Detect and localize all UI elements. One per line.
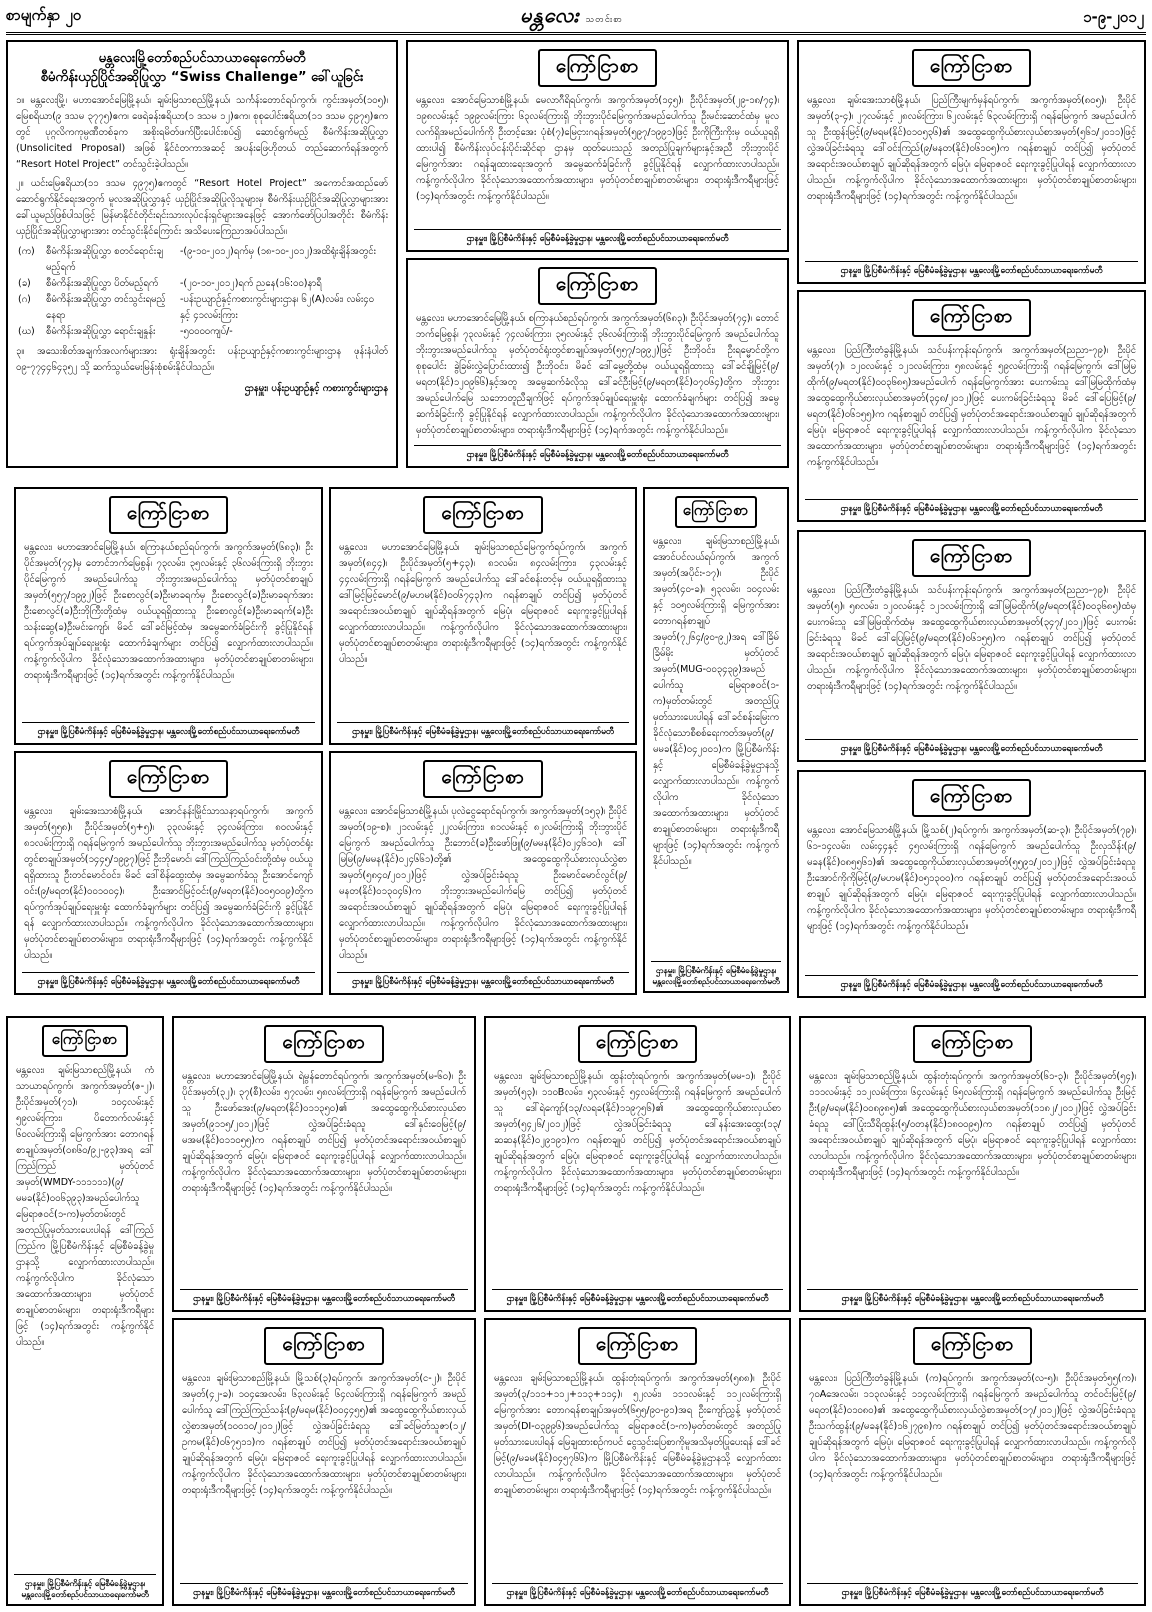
notice-footer: ဌာနမှူး၊ မြို့ပြစီမံကိန်းနှင့် မြေစီမံခန့်ခွဲမှုဌာန၊ မန္တလေးမြို့တော်စည်ပင်သာယာရေးကော်မတီ bbox=[805, 739, 1138, 756]
schedule-item: စီမံကိန်းအဆိုပြုလွှာ တင်သွင်းရမည့်နေရာ bbox=[46, 294, 166, 321]
notice-title: ကြော်ငြာစာ bbox=[912, 779, 1031, 817]
notice-title: ကြော်ငြာစာ bbox=[264, 1025, 383, 1063]
notice-text: မန္တလေး၊ အောင်မြေသာစံမြို့နယ်၊ မြို့သစ်(၂)ရပ်ကွက်၊ အကွက်အမှတ်(ဆ-၃)၊ ဦးပိုင်အမှတ်(၇၉)၊ ၆၁-၁၄လမ်း၊ လမ်း၄၄နှင့် ၄၅လမ်းကြားရှိ ဂရန်မြေကွက် အမည်ပေါက်သူ ဦးလှသိန်း(၉/မခန(နိုင်)၀၈၅၅၆၁)၏ အထွေထွေကိုယ်စားလှယ်စာအမှတ်(၅၅၉၁/၂၀၁၂)ဖြင့် လွှဲအပ်ခြင်းခံရသူ ဦးအောင်ကိုကိုမြင့်(၉/မဟမ(နိုင်)၀၅၁၃၀၀)က ဂရန်စာချုပ် တင်ပြ၍ မှတ်ပုံတင်အရောင်းအဝယ်စာချုပ် ချုပ်ဆိုရန်အတွက် မြေပုံ၊ မြေရာဇဝင် ရေးကူးခွင့်ပြုပါရန် လျှောက်ထားလာပါသည်။ ကန့်ကွက်လိုပါက ခိုင်လုံသောအထောက်အထားများ၊ မှတ်ပုံတင်စာချုပ်စာတမ်းများ၊ တရားရုံးဒီကရီများဖြင့် (၁၄)ရက်အတွင်း ကန့်ကွက်နိုင်ပါသည်။ bbox=[807, 825, 1136, 932]
notice-title: ကြော်ငြာစာ bbox=[423, 496, 542, 534]
notice-footer: ဌာနမှူး၊ မြို့ပြစီမံကိန်းနှင့် မြေစီမံခန့်ခွဲမှုဌာန၊ မန္တလေးမြို့တော်စည်ပင်သာယာရေးကော်မတီ bbox=[337, 722, 629, 739]
masthead-subtitle: သတင်းစာ bbox=[585, 15, 623, 25]
tender-heading bbox=[16, 49, 388, 87]
schedule-row bbox=[16, 324, 388, 340]
notice-text: မန္တလေး၊ မဟာအောင်မြေမြို့နယ်၊ ချမ်းမြသာစည်မြေကွက်ရပ်ကွက်၊ အကွက်အမှတ်(၈၄၄)၊ ဦးပိုင်အမှတ်(၅+၄၃)၊ ၈၁လမ်း၊ ၈၄လမ်းကြား၊ ၄၃လမ်းနှင့် ၄၄လမ်းကြားရှိ ဂရန်မြေကွက် အမည်ပေါက်သူ ဒေါ်ခင်စန်းတင့်မှ ဝယ်ယူရရှိထားသူ ဒေါ်မြင့်မြင့်မောင်(၉/မဟမ(နိုင်)၀၀၆၇၄၃)က ဂရန်စာချုပ် တင်ပြ၍ မှတ်ပုံတင်အရောင်းအဝယ်စာချုပ် ချုပ်ဆိုရန်အတွက် မြေပုံ၊ မြေရာဇဝင် ရေးကူးခွင့်ပြုပါရန် လျှောက်ထားလာပါသည်။ ကန့်ကွက်လိုပါက ခိုင်လုံသောအထောက်အထားများ၊ မှတ်ပုံတင်စာချုပ်စာတမ်းများ၊ တရားရုံးဒီကရီများဖြင့် (၁၄)ရက်အတွင်း ကန့်ကွက်နိုင်ပါသည်။ bbox=[339, 542, 627, 665]
notice-text: မန္တလေး၊ ချမ်းမြသာစည်မြို့နယ်၊ ထွန်းတုံးရပ်ကွက်၊ အကွက်အမှတ်(မမ-၁)၊ ဦးပိုင်အမှတ်(၅၃)၊ ၁၁၀Bလမ်း၊ ၅၃လမ်းနှင့် ၅၄လမ်းကြားရှိ ဂရန်မြေကွက် အမည်ပေါက်သူ ဒေါ်ရဲကျော်(၁၃/လရခ(နိုင်)၁၁၉၇၅၆)၏ အထွေထွေကိုယ်စားလှယ်စာအမှတ်(၅၄၂၆/၂၀၁၂)ဖြင့် လွှဲအပ်ခြင်းခံရသူ ဒေါ်နန်းအေးထွေး(၁၃/ဆဆန(နိုင်)၀၂၉၁၉၁)က ဂရန်စာချုပ် တင်ပြ၍ မှတ်ပုံတင်အရောင်းအဝယ်စာချုပ် ချုပ်ဆိုရန်အတွက် မြေပုံ၊ မြေရာဇဝင် ရေးကူးခွင့်ပြုပါရန် လျှောက်ထားလာပါသည်။ ကန့်ကွက်လိုပါက ခိုင်လုံသောအထောက်အထားများ၊ မှတ်ပုံတင်စာချုပ်စာတမ်းများ၊ တရားရုံးဒီကရီများဖြင့် (၁၄)ရက်အတွင်း ကန့်ကွက်နိုင်ပါသည်။ bbox=[494, 1071, 781, 1194]
notice-title: ကြော်ငြာစာ bbox=[913, 1025, 1032, 1063]
notice-footer: ဌာနမှူး၊ မြို့ပြစီမံကိန်းနှင့် မြေစီမံခန့်ခွဲမှုဌာန၊ မန္တလေးမြို့တော်စည်ပင်သာယာရေးကော်မတီ bbox=[14, 1574, 156, 1600]
notice-text: မန္တလေး၊ ချမ်းအေးသာစံမြို့နယ်၊ အောင်နန်းမြိုင်သာသနာ့ရပ်ကွက်၊ အကွက်အမှတ်(၅၅၈)၊ ဦးပိုင်အမှတ်(၅+၅)၊ ၃၃လမ်းနှင့် ၃၄လမ်းကြား၊ ၈၀လမ်းနှင့် ၈၁လမ်းကြားရှိ ဂရန်မြေကွက် အမည်ပေါက်သူ ဘိုးဘွားအမည်ပေါက်သူ မှတ်ပုံတင်ရုံးတွင်စာချုပ်အမှတ်(၁၄၄၅/၁၉၉၇)ဖြင့် ဦးဘိုမောင်၊ ဒေါ်ကြည်ကြည်ဝင်းတို့ထံမှ ဝယ်ယူရရှိထားသူ ဦးတင်မောင်ဝင်း၊ မိခင် ဒေါ်စိန်ထွေးထံမှ အမွေဆက်ခံသူ ဦးအောင်ကျော်ဝင်း(၉/မရတ(နိုင်)၀၀၁၀၀၄)၊ ဦးအောင်မြင့်ဝင်း(၉/မရတ(နိုင်)၀၀၅၀၀၉)တို့က ရပ်ကွက်အုပ်ချုပ်ရေးမှူးရုံး ထောက်ခံချက်များ တင်ပြ၍ အမွေဆက်ခံခြင်းကို ခွင့်ပြုနိုင်ရန် လျှောက်ထားလာပါသည်။ ကန့်ကွက်လိုပါက ခိုင်လုံသောအထောက်အထားများ၊ မှတ်ပုံတင်စာချုပ်စာတမ်းများ၊ တရားရုံးဒီကရီများဖြင့် (၁၄)ရက်အတွင်း ကန့်ကွက်နိုင်ပါသည်။ bbox=[24, 806, 313, 961]
notice-box bbox=[797, 770, 1146, 998]
notice-box bbox=[797, 530, 1146, 762]
tender-para2: ၂။ ယင်းမြေဧရိယာ(၁၁ ဒသမ ၄၉၇၅)ဧကတွင် “Resort Hotel Project” အကောင်အထည်ဖော်ဆောင်ရွက်နိုင်ရေးအတွက် မူလအဆိုပြုလွှာနှင့် ယှဉ်ပြိုင်အဆိုပြုလိုသူများမှ စီမံကိန်းယှဉ်ပြိုင်အဆိုပြုလွှာများအား ခေါ်ယူမည်ဖြစ်ပါသဖြင့် မြန်မာနိုင်ငံတိုင်းရင်းသားလုပ်ငန်းရှင်များအနေဖြင့် အောက်ဖော်ပြပါအတိုင်း စီမံကိန်းယှဉ်ပြိုင်အဆိုပြုလွှာများအား တင်သွင်းနိုင်ကြောင်း အသိပေးကြေညာအပ်ပါသည်။ bbox=[16, 178, 388, 237]
tender-heading-line1: မန္တလေးမြို့တော်စည်ပင်သာယာရေးကော်မတီ bbox=[98, 51, 306, 66]
notice-text: မန္တလေး၊ ချမ်းမြသာစည်မြို့နယ်၊ အောင်ပင်လယ်ရပ်ကွက်၊ အကွက်အမှတ်(အပိုင်း-၁၇)၊ ဦးပိုင်အမှတ်(၄၀-ခ)၊ ၅၃လမ်း၊ ၁၀၄လမ်းနှင့် ၁၀၅လမ်းကြားရှိ မြေကွက်အား တောဂရန်စာချုပ်အမှတ်(၇၂၆၄/၉၀-၉၂)အရ ဒေါ်ခြိမ်ခြိမ်မိုး မှတ်ပုံတင်အမှတ်(MUG-၀၀၃၄၃၉)အမည်ပေါက်သူ မြေရာဇဝင်(၁-က)မှတ်တမ်းတွင် အတည်ပြုမှတ်သားပေးပါရန် ဒေါ်ခင်စန်းမြေးက ခိုင်လုံသောစီစစ်ရေးကတ်အမှတ်(၉/မမခ(နိုင်)၀၄၂၀၀၁)က မြို့ပြစီမံကိန်းနှင့် မြေစီမံခန့်ခွဲမှုဌာနသို့ လျှောက်ထားလာပါသည်။ ကန့်ကွက်လိုပါက ခိုင်လုံသောအထောက်အထားများ၊ မှတ်ပုံတင်စာချုပ်စာတမ်းများ၊ တရားရုံးဒီကရီများဖြင့် (၁၄)ရက်အတွင်း ကန့်ကွက်နိုင်ပါသည်။ bbox=[653, 536, 779, 867]
notice-footer: ဌာနမှူး၊ မြို့ပြစီမံကိန်းနှင့် မြေစီမံခန့်ခွဲမှုဌာန၊ မန္တလေးမြို့တော်စည်ပင်သာယာရေးကော်မတီ bbox=[337, 972, 629, 989]
notice-footer: ဌာနမှူး၊ မြို့ပြစီမံကိန်းနှင့် မြေစီမံခန့်ခွဲမှုဌာန၊ မန္တလေးမြို့တော်စည်ပင်သာယာရေးကော်မတီ bbox=[805, 261, 1138, 278]
notice-text: မန္တလေး၊ ပြည်ကြီးတံခွန်မြို့နယ်၊ သင်ပန်းကုန်းရပ်ကွက်၊ အကွက်အမှတ်(ညညာ-၇၉)၊ ဦးပိုင်အမှတ်(၅)၊ ၅၈လမ်း၊ ၁၂၀လမ်းနှင့် ၁၂၁လမ်းကြားရှိ ဒေါ်မြမြထိုက်(၉/မရတ(နိုင်)၀၀၃၆၈၅)ထံမှ ပေးကမ်းသူ ဒေါ်မြမြထိုက်ထံမှ အထွေထွေကိုယ်စားလှယ်စာအမှတ်(၃၄၇/၂၀၁၂)ဖြင့် ပေးကမ်းခြင်းခံရသူ မိခင် ဒေါ်ပြေမြင့်(၉/မရတ(နိုင်)၀၆၁၅၅)က ဂရန်စာချုပ် တင်ပြ၍ မှတ်ပုံတင်အရောင်းအဝယ်စာချုပ် ချုပ်ဆိုရန်အတွက် မြေပုံ၊ မြေရာဇဝင် ရေးကူးခွင့်ပြုပါရန် လျှောက်ထားလာပါသည်။ ကန့်ကွက်လိုပါက ခိုင်လုံသောအထောက်အထားများ၊ မှတ်ပုံတင်စာချုပ်စာတမ်းများ၊ တရားရုံးဒီကရီများဖြင့် (၁၄)ရက်အတွင်း ကန့်ကွက်နိုင်ပါသည်။ bbox=[807, 585, 1136, 692]
schedule-letter: (ခ) bbox=[18, 278, 31, 289]
notice-title: ကြော်ငြာစာ bbox=[578, 1025, 697, 1063]
notice-title: ကြော်ငြာစာ bbox=[913, 1327, 1032, 1365]
notice-title: ကြော်ငြာစာ bbox=[109, 760, 228, 798]
issue-date: ၁-၉-၂၀၁၂ bbox=[1083, 8, 1144, 26]
notice-footer: ဌာနမှူး၊ မြို့ပြစီမံကိန်းနှင့် မြေစီမံခန့်ခွဲမှုဌာန၊ မန္တလေးမြို့တော်စည်ပင်သာယာရေးကော်မတီ bbox=[180, 1289, 468, 1306]
notice-footer: ဌာနမှူး၊ မြို့ပြစီမံကိန်းနှင့် မြေစီမံခန့်ခွဲမှုဌာန၊ မန္တလေးမြို့တော်စည်ပင်သာယာရေးကော်မတီ bbox=[805, 499, 1138, 516]
notice-text: မန္တလေး၊ ချမ်းမြသာစည်မြို့နယ်၊ ကံသာယာရပ်ကွက်၊ အကွက်အမှတ်(ဇ-၂)၊ ဦးပိုင်အမှတ်(၇၁)၊ ၁၀၄လမ်းနှင့် ၅၉လမ်းကြား၊ ပိတောက်လမ်းနှင့် ၆၀လမ်းကြားရှိ မြေကွက်အား တောဂရန်စာချုပ်အမှတ်(၀၈၆၀/၉၂-၉၃)အရ ဒေါ်ကြည်ကြည် မှတ်ပုံတင်အမှတ်(WMDY-၁၁၁၁၁၁)(၉/မမခ(နိုင်)၀၀၆၃၉၃)အမည်ပေါက်သူ မြေရာဇဝင်(၁-က)မှတ်တမ်းတွင် အတည်ပြုမှတ်သားပေးပါရန် ဒေါ်ကြည်ကြည်က မြို့ပြစီမံကိန်းနှင့် မြေစီမံခန့်ခွဲမှုဌာနသို့ လျှောက်ထားလာပါသည်။ ကန့်ကွက်လိုပါက ခိုင်လုံသောအထောက်အထားများ၊ မှတ်ပုံတင်စာချုပ်စာတမ်းများ၊ တရားရုံးဒီကရီများဖြင့် (၁၄)ရက်အတွင်း ကန့်ကွက်နိုင်ပါသည်။ bbox=[16, 1065, 154, 1348]
notice-box bbox=[14, 487, 323, 745]
notice-box bbox=[799, 1318, 1146, 1606]
notice-box bbox=[172, 1318, 476, 1606]
masthead bbox=[520, 2, 623, 32]
tender-notice bbox=[6, 40, 398, 468]
notice-box bbox=[329, 751, 637, 995]
notice-box bbox=[484, 1016, 791, 1312]
notice-footer: ဌာနမှူး၊ မြို့ပြစီမံကိန်းနှင့် မြေစီမံခန့်ခွဲမှုဌာန၊ မန္တလေးမြို့တော်စည်ပင်သာယာရေးကော်မတီ bbox=[22, 972, 315, 989]
notice-text: မန္တလေး၊ ချမ်းမြသာစည်မြို့နယ်၊ ထွန်းတုံးရပ်ကွက်၊ အကွက်အမှတ်(၅၈၈)၊ ဦးပိုင်အမှတ်(၃/၁၁၁+၁၁၂+၁၁၃+၁၁၄)၊ ၅၂လမ်း၊ ၁၁၁လမ်းနှင့် ၁၁၂လမ်းကြားရှိ မြေကွက်အား တောဂရန်စာချုပ်အမှတ်(၆၅၅/၉၀-၉၁)အရ ဦးကျော်ညွှန့် မှတ်ပုံတင်အမှတ်(DI-၀၃၉၉၆)အမည်ပေါက်သူ မြေရာဇဝင်(၁-က)မှတ်တမ်းတွင် အတည်ပြုမှတ်သားပေးပါရန် မြေချထားစဉ်ကပင် ငွေသွင်းပြေစာကိုမူအသိမှတ်ပြုပေးရန် ဒေါ်ခင်မြင့်(၉/မခမ(နိုင်)၀၄၅၇၆၆)က မြို့ပြစီမံကိန်းနှင့် မြေစီမံခန့်ခွဲမှုဌာနသို့ လျှောက်ထားလာပါသည်။ ကန့်ကွက်လိုပါက ခိုင်လုံသောအထောက်အထားများ၊ မှတ်ပုံတင်စာချုပ်စာတမ်းများ၊ တရားရုံးဒီကရီများဖြင့် (၁၄)ရက်အတွင်း ကန့်ကွက်နိုင်ပါသည်။ bbox=[494, 1373, 781, 1496]
notice-box bbox=[172, 1016, 476, 1312]
schedule-item: စီမံကိန်းအဆိုပြုလွှာ စတင်ရောင်းချမည့်ရက် bbox=[46, 246, 164, 273]
notice-title: ကြော်ငြာစာ bbox=[423, 760, 542, 798]
notice-box bbox=[799, 1016, 1146, 1312]
tender-signature: ဌာနမှူး၊ ပန်းဥယျာဉ်နှင့် ကစားကွင်းများဌာန bbox=[244, 383, 388, 394]
tender-para3: ၃။ အသေးစိတ်အချက်အလက်များအား ရုံးချိန်အတွင်း ပန်းဥယျာဉ်နှင့်ကစားကွင်းများဌာန ဖုန်းနံပါတ် ၀၉-၇၇၄၄၆၄၃၅၂ သို့ ဆက်သွယ်မေးမြန်းစုံစမ်းနိုင်ပါသည်။ bbox=[16, 346, 388, 373]
notice-title: ကြော်ငြာစာ bbox=[109, 496, 228, 534]
schedule-item: စီမံကိန်းအဆိုပြုလွှာ ပိတ်မည့်ရက် bbox=[46, 278, 159, 289]
notice-title: ကြော်ငြာစာ bbox=[675, 496, 757, 528]
notice-box bbox=[6, 1016, 164, 1606]
masthead-title: မန္တလေး bbox=[520, 3, 580, 27]
notice-text: မန္တလေး၊ ပြည်ကြီးတံခွန်မြို့နယ်၊ (က)ရပ်ကွက်၊ အကွက်အမှတ်(လ-၅)၊ ဦးပိုင်အမှတ်၅၅(က)၊ ၇၀Aအေလမ်း၊ ၁၁၃လမ်းနှင့် ၁၁၄လမ်းကြားရှိ ဂရန်မြေကွက် အမည်ပေါက်သူ တင်ဝင်းမြင့်(၉/မရတ(နိုင်)၀၁၀၈၀)၏ အထွေထွေကိုယ်စားလှယ်လွှဲစာအမှတ်(၁၇/၂၀၁၂)ဖြင့် လွှဲအပ်ခြင်းခံရသူ ဦးသက်ထွန်း(၉/မခန(နိုင်)၁၆၂၇၉၈)က ဂရန်စာချုပ် တင်ပြ၍ မှတ်ပုံတင်အရောင်းအဝယ်စာချုပ် ချုပ်ဆိုရန်အတွက် မြေပုံ၊ မြေရာဇဝင် ရေးကူးခွင့်ပြုပါရန် လျှောက်ထားလာပါသည်။ ကန့်ကွက်လိုပါက ခိုင်လုံသောအထောက်အထားများ၊ မှတ်ပုံတင်စာချုပ်စာတမ်းများ၊ တရားရုံးဒီကရီများဖြင့် (၁၄)ရက်အတွင်း ကန့်ကွက်နိုင်ပါသည်။ bbox=[809, 1373, 1136, 1480]
notice-footer: ဌာနမှူး၊ မြို့ပြစီမံကိန်းနှင့် မြေစီမံခန့်ခွဲမှုဌာန၊ မန္တလေးမြို့တော်စည်ပင်သာယာရေးကော်မတီ bbox=[807, 1583, 1138, 1600]
notice-box bbox=[797, 40, 1146, 284]
notice-title: ကြော်ငြာစာ bbox=[264, 1327, 383, 1365]
notice-text: မန္တလေး၊ ချမ်းမြသာစည်မြို့နယ်၊ ထွန်းတုံးရပ်ကွက်၊ အကွက်အမှတ်(၆၁-၃)၊ ဦးပိုင်အမှတ်(၅၄)၊ ၁၁၁လမ်းနှင့် ၁၁၂လမ်းကြား၊ ၆၄လမ်းနှင့် ၆၅လမ်းကြားရှိ ဂရန်မြေကွက် အမည်ပေါက်သူ ဦးမြင့်ဦး(၉/မရမ(နိုင်)၀၀၈၉၈၅)၏ အထွေထွေကိုယ်စားလှယ်စာအမှတ်(၁၁၈၂/၂၀၁၂)ဖြင့် လွှဲအပ်ခြင်းခံရသူ ဒေါ်ပြုံးသီရိထွန်း(၅/ဝတန(နိုင်)၁၈၀၀၉၅)က ဂရန်စာချုပ် တင်ပြ၍ မှတ်ပုံတင်အရောင်းအဝယ်စာချုပ် ချုပ်ဆိုရန်အတွက် မြေပုံ၊ မြေရာဇဝင် ရေးကူးခွင့်ပြုပါရန် လျှောက်ထားလာပါသည်။ ကန့်ကွက်လိုပါက ခိုင်လုံသောအထောက်အထားများ၊ မှတ်ပုံတင်စာချုပ်စာတမ်းများ၊ တရားရုံးဒီကရီများဖြင့် (၁၄)ရက်အတွင်း ကန့်ကွက်နိုင်ပါသည်။ bbox=[809, 1071, 1136, 1178]
notice-title: ကြော်ငြာစာ bbox=[42, 1025, 128, 1057]
notice-text: မန္တလေး၊ မဟာအောင်မြေမြို့နယ်၊ စကြာနယ်စည်ရပ်ကွက်၊ အကွက်အမှတ်(၆၈၃)၊ ဦးပိုင်အမှတ်(၇၄)မှ တောင်ဘက်မြေစွန်၊ ၇၃လမ်း၊ ၃၅လမ်းနှင့် ၃၆လမ်းကြားရှိ ဘိုးဘွားပိုင်မြေကွက် အမည်ပေါက်သူ ဘိုးဘွားအမည်ပေါက်သူ မှတ်ပုံတင်စာချုပ်အမှတ်(၅၅၇/၁၉၉၂)ဖြင့် ဦးစောလွင်(ခ)ဦးမာခရက်မှ ဦးစောလွင်(ခ)ဦးမာခရက်အား ဦးစောလွင်(ခ)ဦးဘိုကြီးတို့ထံမှ ဝယ်ယူရရှိထားသူ ဦးစောလွင်(ခ)ဦးမာခရက်(ခ)ဦးသန်းဆွေ(ခ)ဦးမင်းကျော်၊ မိခင် ဒေါ်ခင်မြင့်ထံမှ အမွေဆက်ခံခြင်းကို ခွင့်ပြုနိုင်ရန် ရပ်ကွက်အုပ်ချုပ်ရေးမှူးရုံး ထောက်ခံချက်များ တင်ပြ၍ လျှောက်ထားလာပါသည်။ ကန့်ကွက်လိုပါက ခိုင်လုံသောအထောက်အထားများ၊ မှတ်ပုံတင်စာချုပ်စာတမ်းများ၊ တရားရုံးဒီကရီများဖြင့် (၁၄)ရက်အတွင်း ကန့်ကွက်နိုင်ပါသည်။ bbox=[24, 542, 313, 681]
schedule-value: -ပန်းဥယျာဉ်နှင့်ကစားကွင်းများဌာန၊ ၆၂(A)လမ်း၊ လမ်း၄၀ နှင့် ၄၁လမ်းကြား bbox=[180, 294, 374, 321]
header-rule bbox=[6, 32, 1146, 35]
notice-footer: ဌာနမှူး၊ မြို့ပြစီမံကိန်းနှင့် မြေစီမံခန့်ခွဲမှုဌာန၊ မန္တလေးမြို့တော်စည်ပင်သာယာရေးကော်မတီ bbox=[180, 1583, 468, 1600]
schedule-item: စီမံကိန်းအဆိုပြုလွှာ ရောင်းချနှုန်း bbox=[46, 326, 156, 337]
notice-footer: ဌာနမှူး၊ မြို့ပြစီမံကိန်းနှင့် မြေစီမံခန့်ခွဲမှုဌာန၊ မန္တလေးမြို့တော်စည်ပင်သာယာရေးကော်မတီ bbox=[492, 1289, 783, 1306]
notice-title: ကြော်ငြာစာ bbox=[578, 1327, 697, 1365]
notice-box bbox=[14, 751, 323, 995]
notice-footer: ဌာနမှူး၊ မြို့ပြစီမံကိန်းနှင့် မြေစီမံခန့်ခွဲမှုဌာန၊ မန္တလေးမြို့တော်စည်ပင်သာယာရေးကော်မတီ bbox=[492, 1583, 783, 1600]
tender-heading-line2: စီမံကိန်းယှဉ်ပြိုင်အဆိုပြုလွှာ “Swiss Challenge” ခေါ်ယူခြင်း bbox=[40, 70, 364, 85]
schedule-row bbox=[16, 244, 388, 276]
schedule-row bbox=[16, 292, 388, 324]
notice-text: မန္တလေး၊ ချမ်းအေးသာစံမြို့နယ်၊ ပြည်ကြီးမျက်မှန်ရပ်ကွက်၊ အကွက်အမှတ်(၈၀၅)၊ ဦးပိုင်အမှတ်(၃-၄)၊ ၂၇လမ်းနှင့် ၂၈လမ်းကြား၊ ၆၂လမ်းနှင့် ၆၃လမ်းကြားရှိ ဂရန်မြေကွက် အမည်ပေါက်သူ ဦးထွန်းမြင့်(၉/မရမ(နိုင်)၀၁၀၅၃၆)၏ အထွေထွေကိုယ်စားလှယ်စာအမှတ်(၅၆၁/၂၀၁၁)ဖြင့် လွှဲအပ်ခြင်းခံရသူ ဒေါ်ဝင်းကြည်(၉/မနတ(နိုင်)၀၆၁၀၅)က ဂရန်စာချုပ် တင်ပြ၍ မှတ်ပုံတင်အရောင်းအဝယ်စာချုပ် ချုပ်ဆိုရန်အတွက် မြေပုံ၊ မြေရာဇဝင် ရေးကူးခွင့်ပြုပါရန် လျှောက်ထားလာပါသည်။ ကန့်ကွက်လိုပါက ခိုင်လုံသောအထောက်အထားများ၊ မှတ်ပုံတင်စာချုပ်စာတမ်းများ၊ တရားရုံးဒီကရီများဖြင့် (၁၄)ရက်အတွင်း ကန့်ကွက်နိုင်ပါသည်။ bbox=[807, 95, 1136, 202]
notice-text: မန္တလေး၊ အောင်မြေသာစံမြို့နယ်၊ ပုလဲငွေရောင်ရပ်ကွက်၊ အကွက်အမှတ်(၁၅၃)၊ ဦးပိုင်အမှတ်(၁၉-စ)၊ ၂၁လမ်းနှင့် ၂၂လမ်းကြား၊ ၈၁လမ်းနှင့် ၈၂လမ်းကြားရှိ ဘိုးဘွားပိုင်မြေကွက် အမည်ပေါက်သူ ဦးဘောင်(ခ)ဦးဖော်ဖြူ(၉/မမန(နိုင်)၀၂၄၆၁၀)၊ ဒေါ်မြမြ(၉/မမန(နိုင်)၀၂၄၆၆၁)တို့၏ အထွေထွေကိုယ်စားလှယ်လွှဲစာအမှတ်(၅၈၄၀/၂၀၁၂)ဖြင့် လွှဲအပ်ခြင်းခံရသူ ဦးမောင်မောင်လွင်(၉/မနတ(နိုင်)၀၁၃၀၄၆)က ဘိုးဘွားအမည်ပေါက်မြေ တင်ပြ၍ မှတ်ပုံတင်အရောင်းအဝယ်စာချုပ် ချုပ်ဆိုရန်အတွက် မြေပုံ၊ မြေရာဇဝင် ရေးကူးခွင့်ပြုပါရန် လျှောက်ထားလာပါသည်။ ကန့်ကွက်လိုပါက ခိုင်လုံသောအထောက်အထားများ၊ မှတ်ပုံတင်စာချုပ်စာတမ်းများ၊ တရားရုံးဒီကရီများဖြင့် (၁၄)ရက်အတွင်း ကန့်ကွက်နိုင်ပါသည်။ bbox=[339, 806, 627, 961]
notice-box bbox=[643, 487, 789, 993]
schedule-row bbox=[16, 276, 388, 292]
notice-text: မန္တလေး၊ ချမ်းမြသာစည်မြို့နယ်၊ မြို့သစ်(၃)ရပ်ကွက်၊ အကွက်အမှတ်(င-၂)၊ ဦးပိုင်အမှတ်(၄၂-ခ)၊ ၁၀၄အေလမ်း၊ ၆၃လမ်းနှင့် ၆၄လမ်းကြားရှိ ဂရန်မြေကွက် အမည်ပေါက်သူ ဒေါ်ကြည်ကြည်သန်း(၉/မရမ(နိုင်)၀၀၄၄၅၅)၏ အထွေထွေကိုယ်စားလှယ်လွှဲစာအမှတ်(၁၀၀၁၀/၂၀၁၂)ဖြင့် လွှဲအပ်ခြင်းခံရသူ ဒေါ်ခင်မြတ်သူဇာ(၁၂/ဥကမ(နိုင်)၀၆၇၅၁၁)က ဂရန်စာချုပ် တင်ပြ၍ မှတ်ပုံတင်အရောင်းအဝယ်စာချုပ် ချုပ်ဆိုရန်အတွက် မြေပုံ၊ မြေရာဇဝင် ရေးကူးခွင့်ပြုပါရန် လျှောက်ထားလာပါသည်။ ကန့်ကွက်လိုပါက ခိုင်လုံသောအထောက်အထားများ၊ မှတ်ပုံတင်စာချုပ်စာတမ်းများ၊ တရားရုံးဒီကရီများဖြင့် (၁၄)ရက်အတွင်း ကန့်ကွက်နိုင်ပါသည်။ bbox=[182, 1373, 466, 1496]
page-header bbox=[0, 0, 1152, 34]
schedule-value: -(၉-၁၀-၂၀၁၂)ရက်မှ (၁၈-၁၀-၂၀၁၂)အထိရုံးချိန်အတွင်း bbox=[180, 246, 376, 257]
tender-schedule bbox=[16, 244, 388, 340]
notice-title: ကြော်ငြာစာ bbox=[912, 299, 1031, 337]
notice-text: မန္တလေး၊ ပြည်ကြီးတံခွန်မြို့နယ်၊ သင်ပန်းကုန်းရပ်ကွက်၊ အကွက်အမှတ်(ညညာ-၇၉)၊ ဦးပိုင်အမှတ်(၇)၊ ၁၂၀လမ်းနှင့် ၁၂၁လမ်းကြား၊ ၅၈လမ်းနှင့် ၅၉လမ်းကြားရှိ ဂရန်မြေကွက်၊ ဒေါ်မြမြထိုက်(၉/မရတ(နိုင်)၀၀၃၆၈၅)အမည်ပေါက် ဂရန်မြေကွက်အား ပေးကမ်းသူ ဒေါ်မြမြထိုက်ထံမှ အထွေထွေကိုယ်စားလှယ်စာအမှတ်(၃၄၈/၂၀၁၂)ဖြင့် ပေးကမ်းခြင်းခံရသူ မိခင် ဒေါ်ပြေမြင့်(၉/မရတ(နိုင်)၀၆၁၅၅)က ဂရန်စာချုပ် တင်ပြ၍ မှတ်ပုံတင်အရောင်းအဝယ်စာချုပ် ချုပ်ဆိုရန်အတွက် မြေပုံ၊ မြေရာဇဝင် ရေးကူးခွင့်ပြုပါရန် လျှောက်ထားလာပါသည်။ ကန့်ကွက်လိုပါက ခိုင်လုံသောအထောက်အထားများ၊ မှတ်ပုံတင်စာချုပ်စာတမ်းများ၊ တရားရုံးဒီကရီများဖြင့် (၁၄)ရက်အတွင်း ကန့်ကွက်နိုင်ပါသည်။ bbox=[807, 345, 1136, 468]
tender-para1: ၁။ မန္တလေးမြို့၊ မဟာအောင်မြေမြို့နယ်၊ ချမ်းမြသာစည်မြို့နယ်၊ သင်္ကန်းတောင်ရပ်ကွက်၊ ကွင်းအမှတ်(၁၀၅)၊ မြေစရိယာ(၉ ဒသမ ၃၇၇၅)ဧက၊ ဖေရဲခန်းဧရိယာ(၁ ဒသမ ၁၂)ဧက၊ စုစုပေါင်းဧရိယာ(၁၁ ဒသမ ၄၉၇၅)ဧကတွင် ပုဂ္ဂလိကကုမ္ပဏီတစ်ခုက အစိုးရမိတ်ဖက်ပြီးပေါင်းစပ်၍ ဆောင်ရွက်မည့် စီမံကိန်းအဆိုပြုလွှာ (Unsolicited Proposal) အဖြစ် နိုင်ငံတကာအဆင့် အပန်းဖြေဟိုတယ် တည်ဆောက်ရန်အတွက် “Resort Hotel Project” တင်သွင်းခဲ့ပါသည်။ bbox=[16, 95, 388, 170]
notice-title: ကြော်ငြာစာ bbox=[538, 267, 657, 305]
page-number: စာမျက်နှာ ၂၀ bbox=[6, 6, 82, 24]
notice-title: ကြော်ငြာစာ bbox=[912, 49, 1031, 87]
notice-box bbox=[329, 487, 637, 745]
notice-footer: ဌာနမှူး၊ မြို့ပြစီမံကိန်းနှင့် မြေစီမံခန့်ခွဲမှုဌာန၊ မန္တလေးမြို့တော်စည်ပင်သာယာရေးကော်မတီ bbox=[651, 961, 781, 987]
notice-title: ကြော်ငြာစာ bbox=[538, 49, 657, 87]
notice-text: မန္တလေး၊ မဟာအောင်မြေမြို့နယ်၊ ရဲမွန်တောင်ရပ်ကွက်၊ အကွက်အမှတ်(မ-၆၀)၊ ဦးပိုင်အမှတ်(၃၂)၊ ၃၇(စီ)လမ်း၊ ၅၇လမ်း၊ ၅၈လမ်းကြားရှိ ဂရန်မြေကွက် အမည်ပေါက်သူ ဦးဖော်အေး(၉/မရတ(နိုင်)၀၁၁၃၅၀)၏ အထွေထွေကိုယ်စားလှယ်စာအမှတ်(၉၁၁၅/၂၀၁၂)ဖြင့် လွှဲအပ်ခြင်းခံရသူ ဒေါ်နှင်းဝေမြင့်(၉/မအမ(နိုင်)၀၁၁၀၅၅)က ဂရန်စာချုပ် တင်ပြ၍ မှတ်ပုံတင်အရောင်းအဝယ်စာချုပ် ချုပ်ဆိုရန်အတွက် မြေပုံ၊ မြေရာဇဝင် ရေးကူးခွင့်ပြုပါရန် လျှောက်ထားလာပါသည်။ ကန့်ကွက်လိုပါက ခိုင်လုံသောအထောက်အထားများ၊ မှတ်ပုံတင်စာချုပ်စာတမ်းများ၊ တရားရုံးဒီကရီများဖြင့် (၁၄)ရက်အတွင်း ကန့်ကွက်နိုင်ပါသည်။ bbox=[182, 1071, 466, 1194]
notice-footer: ဌာနမှူး၊ မြို့ပြစီမံကိန်းနှင့် မြေစီမံခန့်ခွဲမှုဌာန၊ မန္တလေးမြို့တော်စည်ပင်သာယာရေးကော်မတီ bbox=[414, 445, 781, 462]
schedule-letter: (ဃ) bbox=[18, 326, 35, 337]
notice-box bbox=[797, 290, 1146, 522]
notice-footer: ဌာနမှူး၊ မြို့ပြစီမံကိန်းနှင့် မြေစီမံခန့်ခွဲမှုဌာန၊ မန္တလေးမြို့တော်စည်ပင်သာယာရေးကော်မတီ bbox=[414, 229, 781, 246]
schedule-letter: (က) bbox=[18, 246, 35, 257]
notice-box bbox=[406, 258, 789, 468]
notice-box bbox=[406, 40, 789, 252]
schedule-value: -(၂၀-၁၀-၂၀၁၂)ရက် ညနေ(၁၆:၀၀)နာရီ bbox=[180, 278, 322, 289]
notice-footer: ဌာနမှူး၊ မြို့ပြစီမံကိန်းနှင့် မြေစီမံခန့်ခွဲမှုဌာန၊ မန္တလေးမြို့တော်စည်ပင်သာယာရေးကော်မတီ bbox=[22, 722, 315, 739]
notice-box bbox=[484, 1318, 791, 1606]
notice-text: မန္တလေး၊ အောင်မြေသာစံမြို့နယ်၊ မေလာဂီရိရပ်ကွက်၊ အကွက်အမှတ်(၁၄၅)၊ ဦးပိုင်အမှတ်(၂၉-၁၈/၇၄)၊ ၁၉၈လမ်းနှင့် ၁၉၉လမ်းကြား ၆၃လမ်းကြားရှိ ဘိုးဘွားပိုင်မြေကွက်အမည်ပေါက်သူ ဦးမင်းဆောင်ထံမှ မူလလက်ရှိအမည်ပေါက်ကို ဦးတင့်အေး ပုံစံ(၇)မြေငှားဂရန်အမှတ်(၅၉၇/၁၉၉၁)ဖြင့် ဦးကိုကြီးကိုးမှ ဝယ်ယူရရှိထားပါ၍ စီမံကိန်းလုပ်ငန်းပိုင်းဆိုင်ရာ ဌာနမှ ထုတ်ပေးသည့် အတည်ပြုချက်များနှင့်အညီ ဘိုးဘွားပိုင်မြေကွက်အား ဂရန်ချထားရေးအတွက် အမွေဆက်ခံခြင်းကို ခွင့်ပြုနိုင်ရန် လျှောက်ထားလာပါသည်။ ကန့်ကွက်လိုပါက ခိုင်လုံသောအထောက်အထားများ၊ မှတ်ပုံတင်စာချုပ်စာတမ်းများ၊ တရားရုံးဒီကရီများဖြင့် (၁၄)ရက်အတွင်း ကန့်ကွက်နိုင်ပါသည်။ bbox=[416, 95, 779, 202]
notice-text: မန္တလေး၊ မဟာအောင်မြေမြို့နယ်၊ စကြာနယ်စည်ရပ်ကွက်၊ အကွက်အမှတ်(၆၈၃)၊ ဦးပိုင်အမှတ်(၇၄)၊ တောင်ဘက်မြေစွန်၊ ၇၃လမ်းနှင့် ၇၄လမ်းကြား၊ ၃၅လမ်းနှင့် ၃၆လမ်းကြားရှိ ဘိုးဘွားပိုင်မြေကွက် အမည်ပေါက်သူ ဘိုးဘွားအမည်ပေါက်သူ မှတ်ပုံတင်ရုံးတွင်စာချုပ်အမှတ်(၅၅၇/၁၉၉၂)ဖြင့် ဦးဘိုဝင်း၊ ဦးရမ္မောင်တို့က စုစုပေါင်း ခွဲခြမ်းလွှဲပြောင်းထား၍ ဦးဘိုဝင်း၊ မိခင် ဒေါ်မွေ့တို့ထံမှ ဝယ်ယူရရှိထားသူ ဒေါ်ခင်ချိုမြင့်(၉/မရတ(နိုင်)၁၂၀၉၆၆)နှင့်အတူ အမွေဆက်ခံလိုသူ ဒေါ်ခင်ဦးမြင့်(၉/မရတ(နိုင်)၀၇၀၆၄)တို့က ဘိုးဘွားအမည်ပေါက်မြေ သဘောတူညီချက်ဖြင့် ရပ်ကွက်အုပ်ချုပ်ရေးမှူးရုံး ထောက်ခံချက်များ တင်ပြ၍ အမွေဆက်ခံခြင်းကို ခွင့်ပြုနိုင်ရန် လျှောက်ထားလာပါသည်။ ကန့်ကွက်လိုပါက ခိုင်လုံသောအထောက်အထားများ၊ မှတ်ပုံတင်စာချုပ်စာတမ်းများ၊ တရားရုံးဒီကရီများဖြင့် (၁၄)ရက်အတွင်း ကန့်ကွက်နိုင်ပါသည်။ bbox=[416, 313, 779, 436]
notice-title: ကြော်ငြာစာ bbox=[912, 539, 1031, 577]
notice-footer: ဌာနမှူး၊ မြို့ပြစီမံကိန်းနှင့် မြေစီမံခန့်ခွဲမှုဌာန၊ မန္တလေးမြို့တော်စည်ပင်သာယာရေးကော်မတီ bbox=[805, 975, 1138, 992]
schedule-letter: (ဂ) bbox=[18, 294, 31, 305]
schedule-value: -၅၀၀၀၀ကျပ်/- bbox=[180, 326, 233, 337]
notice-footer: ဌာနမှူး၊ မြို့ပြစီမံကိန်းနှင့် မြေစီမံခန့်ခွဲမှုဌာန၊ မန္တလေးမြို့တော်စည်ပင်သာယာရေးကော်မတီ bbox=[807, 1289, 1138, 1306]
